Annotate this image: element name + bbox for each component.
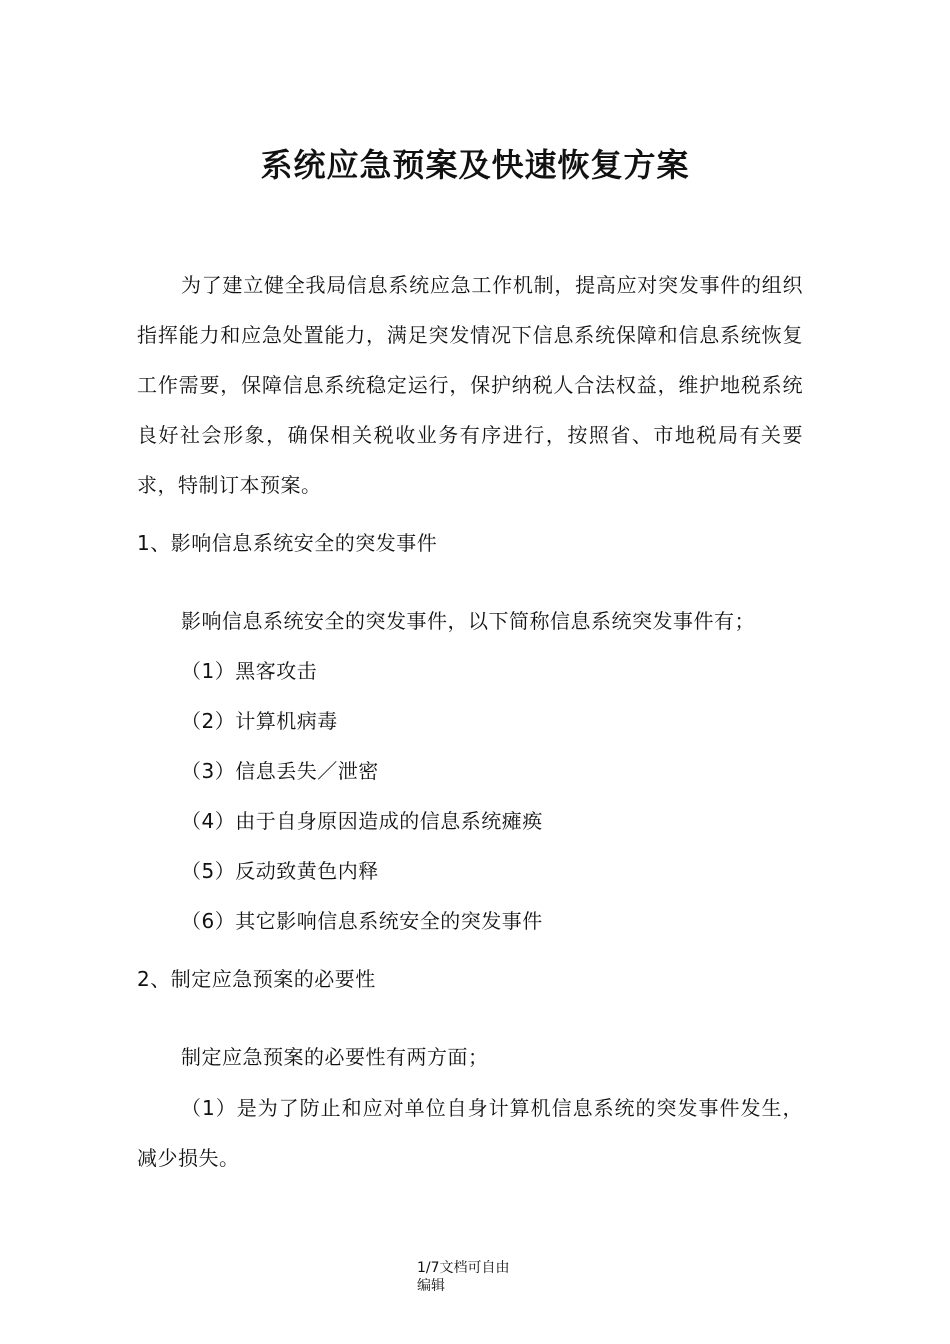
list-item: （6）其它影响信息系统安全的突发事件 — [181, 909, 543, 933]
list-item: （5）反动致黄色内释 — [181, 859, 379, 883]
section-2-lead: 制定应急预案的必要性有两方面； — [181, 1045, 489, 1069]
list-item: （1）黑客攻击 — [181, 659, 318, 683]
list-item: （2）计算机病毒 — [181, 709, 338, 733]
section-2-heading: 2、制定应急预案的必要性 — [137, 967, 376, 991]
section-1-heading: 1、影响信息系统安全的突发事件 — [137, 531, 438, 555]
footer-line-1: 1/7文档可自由 — [417, 1260, 510, 1276]
section-1-lead: 影响信息系统安全的突发事件，以下简称信息系统突发事件有； — [181, 609, 755, 633]
list-item: （3）信息丢失／泄密 — [181, 759, 379, 783]
intro-paragraph: 为了建立健全我局信息系统应急工作机制，提高应对突发事件的组织指挥能力和应急处置能力，满足突发情况下信息系统保障和信息系统恢复工作需要，保障信息系统稳定运行，保护纳税人合法权益，维护地税系统良好社会形象，确保相关税收业务有序进行，按照省、市地税局有关要求，特制订本预案。 — [137, 273, 803, 497]
list-item: （4）由于自身原因造成的信息系统瘫痪 — [181, 809, 543, 833]
footer-line-2: 编辑 — [417, 1278, 445, 1294]
page-footer — [417, 1259, 557, 1295]
document-title: 系统应急预案及快速恢复方案 — [260, 146, 690, 184]
section-2-item-1: （1）是为了防止和应对单位自身计算机信息系统的突发事件发生，减少损失。 — [137, 1096, 803, 1170]
